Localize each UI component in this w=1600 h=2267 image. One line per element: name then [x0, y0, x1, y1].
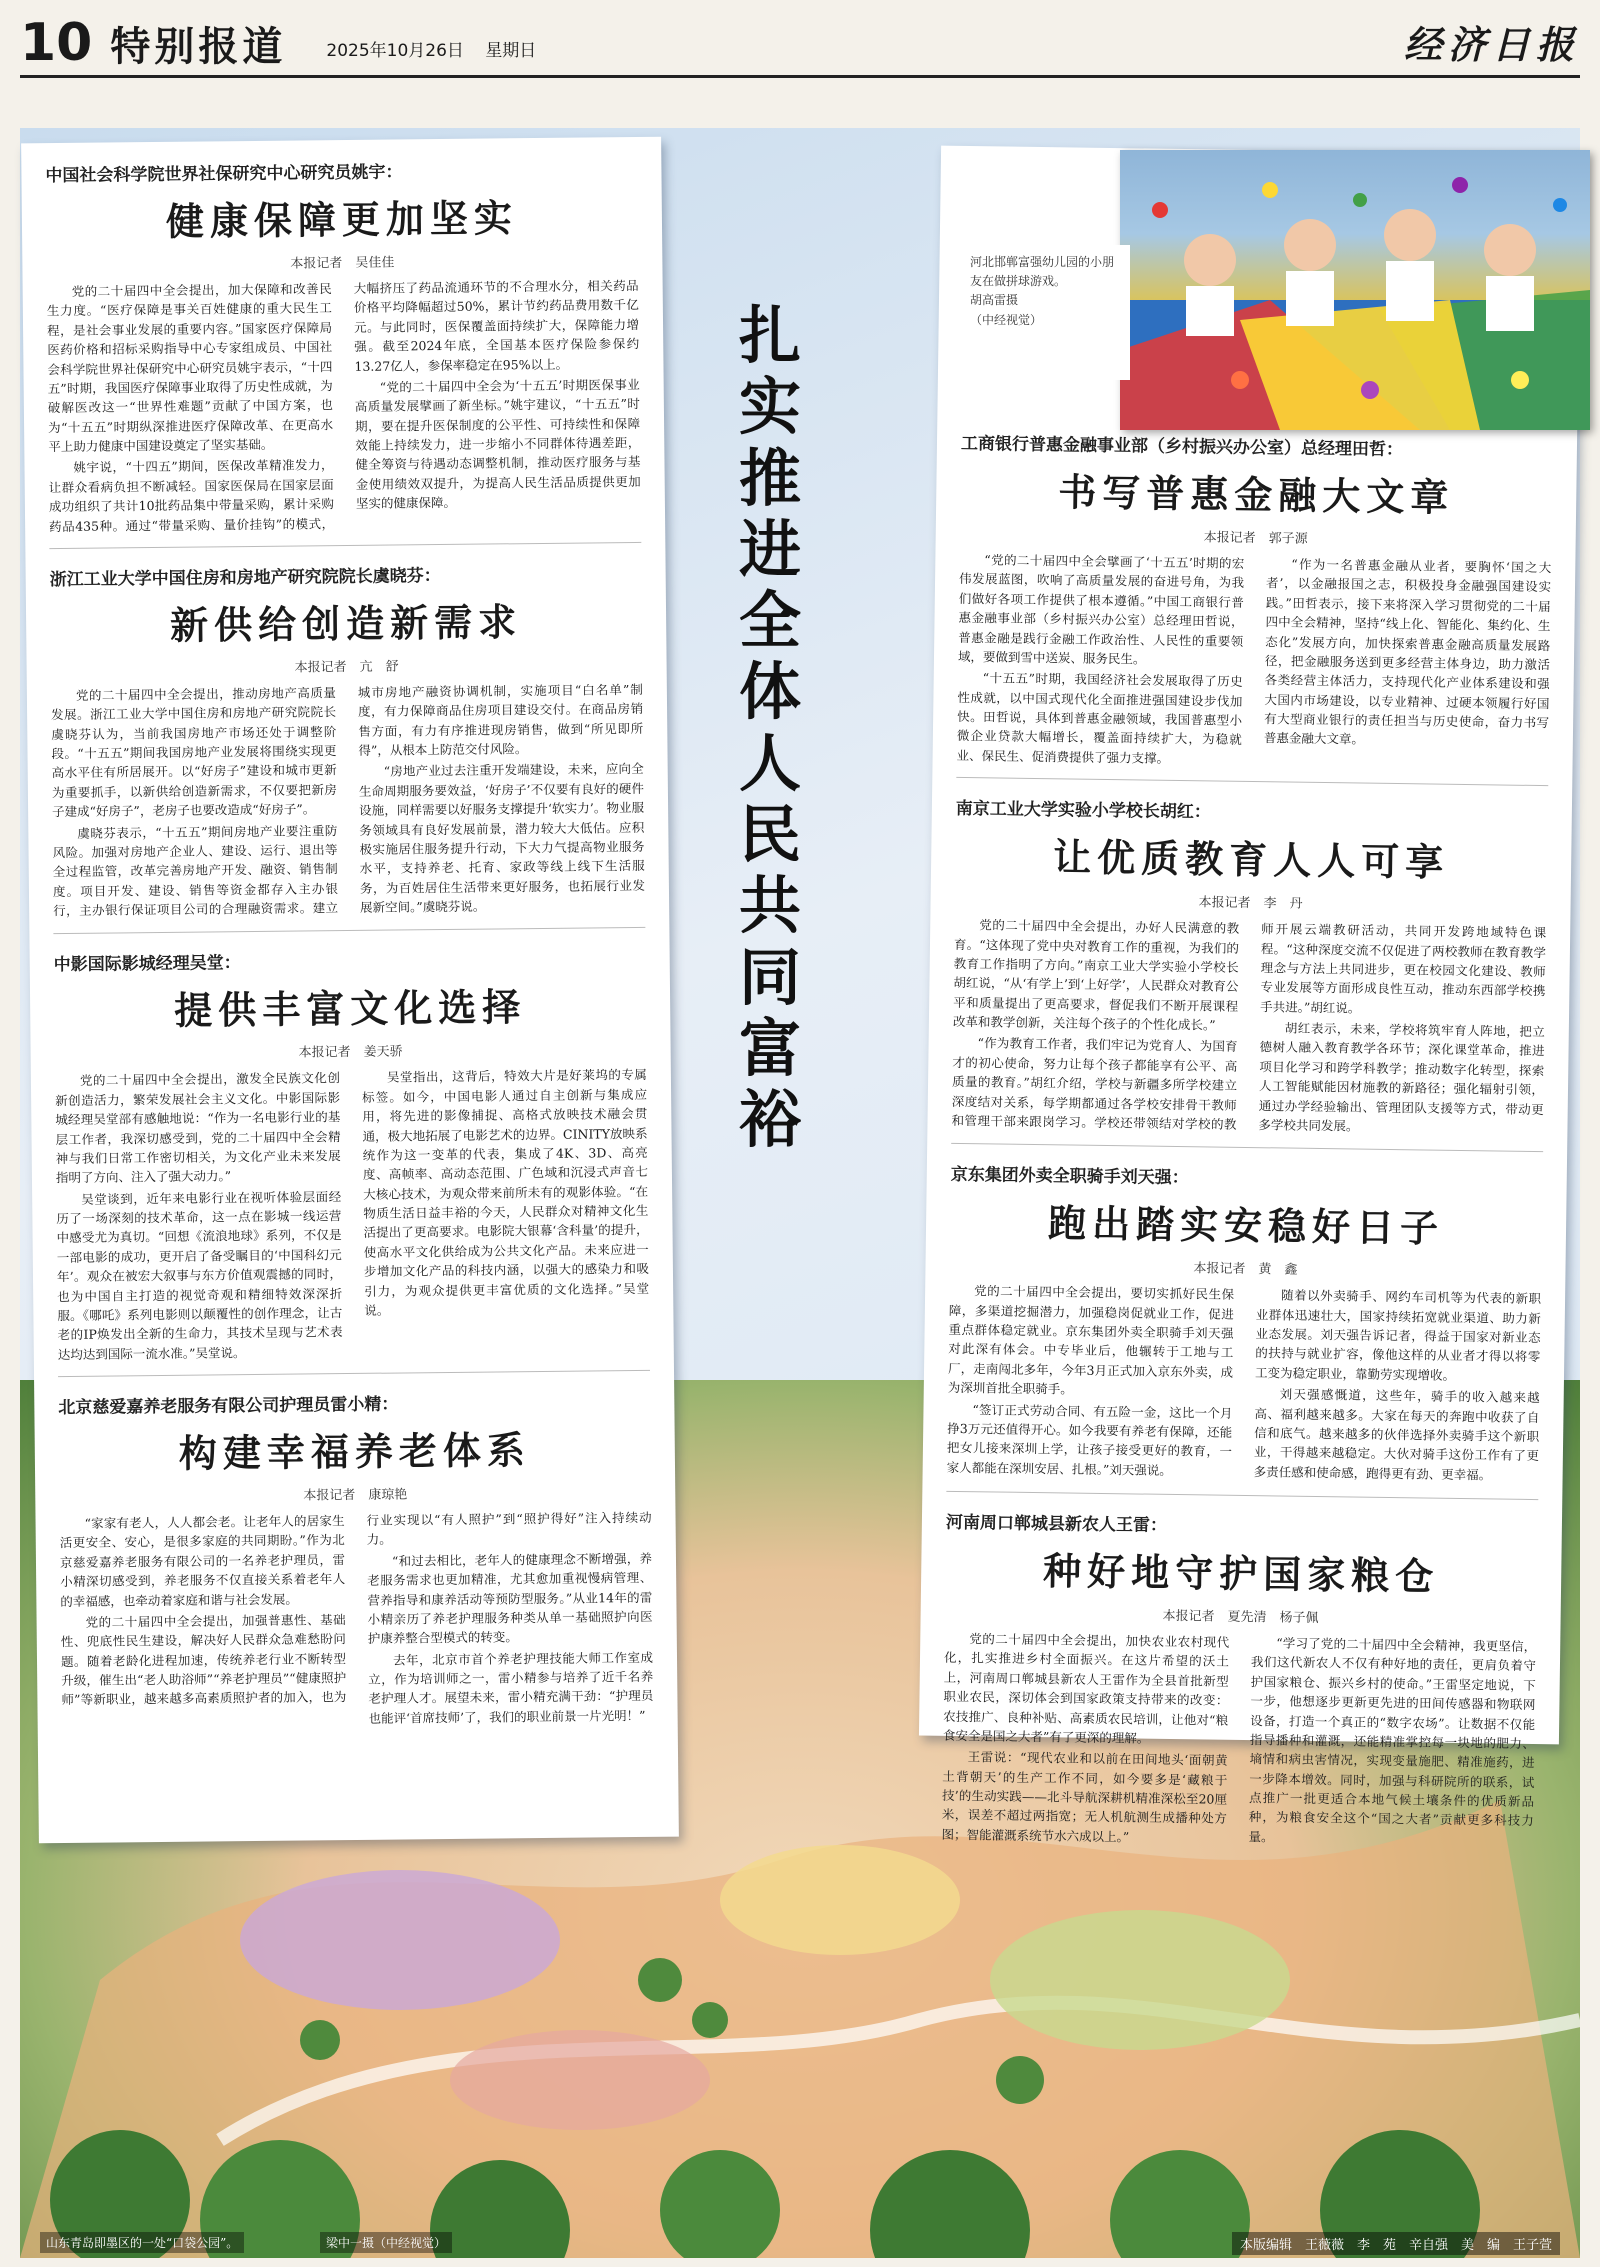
- paragraph: “党的二十届四中全会擘画了‘十五五’时期的宏伟发展蓝图，吹响了高质量发展的奋进号角，为我们做好各项工作提供了根本遵循。”中国工商银行普惠金融事业部（乡村振兴办公室）总经理田哲说，普惠金融是践行金融工作政治性、人民性的重要领域，要做到雪中送炭、服务民生。: [957, 552, 1245, 667]
- paragraph: 党的二十届四中全会提出，加快农业农村现代化，扎实推进乡村全面振兴。在这片希望的沃土上，河南周口郸城县新农人王雷作为全县首批新型职业农民，深切体会到国家政策支持带来的改变：农技推广、良种补贴、高素质农民培训，让他对“粮食安全是国之大者”有了更深的理解。: [942, 1631, 1230, 1746]
- article-byline: 本报记者 吴佳佳: [290, 255, 395, 272]
- paragraph: 吴堂指出，这背后，特效大片是好莱坞的专属标签。如今，中国电影人通过自主创新与集成应用，将先进的影像捕捉、高格式放映技术融会贯通，极大地拓展了电影艺术的边界。CINITY放映系统作为这一变革的代表，集成了4K、3D、高亮度、高帧率、高动态范围、广色域和沉浸式声音七大核心技术，为观众带来前所未有的观影体验。“在物质生活日益丰裕的今天，人民群众对精神文化生活提出了更高要求。电影院大银幕‘含科量’的提升，使高水平文化供给成为公共文化产品。未来应进一步增加文化产品的科技内涵，以强大的感染力和吸引力，为观众提供更丰富优质的文化选择。”吴堂说。: [362, 1067, 650, 1318]
- paragraph: 吴堂谈到，近年来电影行业在视听体验层面经历了一场深刻的技术革命，这一点在影城一线运营中感受尤为真切。“回想《流浪地球》系列，不仅是一部电影的成功，更开启了备受瞩目的‘中国科幻元年’。观众在被宏大叙事与东方价值观震撼的同时，也为中国自主打造的视觉奇观和精细特效深深折服。《哪吒》系列电影则以颠覆性的创作理念，让古老的IP焕发出全新的生命力，其技术呈现与艺术表达均达到国际一流水准。”吴堂说。: [56, 1188, 343, 1362]
- date-line: [326, 36, 552, 69]
- paragraph: 姚宇说，“十四五”期间，医保改革精准发力，让群众看病负担不断减轻。国家医保局在国家层面成功组织了共计10批药品集中带量采购，累计采购药品435种。通过“带量采购、量价挂钩”的模式，大幅挤压了药品流通环节的不合理水分，相关药品价格平均降幅超过50%，累计节约药品费用数千亿元。与此同时，医保覆盖面持续扩大，保障能力增强。截至2024年底，全国基本医疗保险参保约13.27亿人，参保率稳定在95%以上。: [48, 277, 640, 534]
- article-byline: 本报记者 亢 舒: [294, 659, 399, 676]
- paragraph: “学习了党的二十届四中全会精神，我更坚信，我们这代新农人不仅有种好地的责任，更肩负着守护国家粮仓、振兴乡村的使命。”王雷坚定地说，下一步，他想逐步更新更先进的田间传感器和物联网设备，打造一个真正的“数字农场”。让数据不仅能指导播种和灌溉，还能精准掌控每一块地的肥力、墒情和病虫害情况，实现变量施肥、精准施药，进一步降本增效。同时，加强与科研院所的联系，试点推广一批更适合本地气候土壤条件的优质新品种，为粮食安全这个“国之大者”贡献更多科技力量。: [1248, 1635, 1537, 1845]
- article-body: [941, 1629, 1536, 1853]
- feature-title-char: 进: [738, 512, 801, 586]
- article-byline: 本报记者 夏先清 杨子佩: [1162, 1608, 1319, 1627]
- article-byline: 本报记者 郭子源: [1203, 530, 1308, 547]
- feature-title-char: 同: [738, 940, 801, 1014]
- kindergarten-photo: [1120, 150, 1590, 430]
- paragraph: 党的二十届四中全会提出，加大保障和改善民生力度。“医疗保障是事关百姓健康的重大民生工程，是社会事业发展的重要内容。”国家医疗保障局医药价格和招标采购指导中心专家组成员、中国社会科学院世界社保研究中心研究员姚宇表示，“十四五”时期，我国医疗保障事业取得了历史性成就，为破解医改这一“世界性难题”贡献了中国方案，也为“十五五”时期纵深推进医疗保障改革、在更高水平上助力健康中国建设奠定了坚实基础。: [46, 281, 334, 455]
- newspaper-logo: 经济日报: [1403, 22, 1580, 67]
- article-body: [51, 680, 645, 922]
- paragraph: “作为教育工作者，我们牢记为党育人、为国育才的初心使命，努力让每个孩子都能享有公平、高质量的教育。”胡红介绍，学校与新疆多所学校建立深度结对关系，每学期都通过各学校安排骨干教师和管理干部来跟岗学习。学校还带领结对学校的教师开展云端教研活动，共同开发跨地域特色课程。“这种深度交流不仅促进了两校教师在教育教学理念与方法上共同进步，更在校园文化建设、教师专业发展等方面形成良性互动，推动东西部学校携手共进。”胡红说。: [951, 921, 1547, 1132]
- feature-title-char: 全: [738, 584, 801, 658]
- paragraph: “作为一名普惠金融从业者，要胸怀‘国之大者’，以金融报国之志，积极投身金融强国建设实践。”田哲表示，接下来将深入学习贯彻党的二十届四中全会精神，坚持“线上化、智能化、集约化、生态化”发展方向，加快探索普惠金融高质量发展路径，把金融服务送到更多经营主体身边，助力激活各类经营主体活力，支持现代化产业体系建设和强大国内市场建设，以专业精神、过硬本领履行好国有大型商业银行的责任担当与历史使命，奋力书写普惠金融大文章。: [1263, 556, 1552, 747]
- paragraph: 党的二十届四中全会提出，激发全民族文化创新创造活力，繁荣发展社会主义文化。中影国际影城经理吴堂部有感触地说：“作为一名电影行业的基层工作者，我深切感受到，党的二十届四中全会精神与我们日常工作密切相关，为文化产业未来发展指明了方向、注入了强大动力。”: [55, 1070, 341, 1186]
- article-body: [59, 1508, 653, 1731]
- park-photo-credit: 梁中一摄（中经视觉）: [320, 2232, 452, 2253]
- editor-credits: 本版编辑 王薇薇 李 苑 辛自强 美 编 王子萱: [1232, 2232, 1560, 2255]
- article-byline: 本报记者 康琼艳: [303, 1487, 408, 1504]
- article-headline: 跑出踏实安稳好日子: [1047, 1200, 1445, 1251]
- paragraph: “十五五”时期，我国经济社会发展取得了历史性成就，以中国式现代化全面推进强国建设步伐加快。田哲说，具体到普惠金融领域，我国普惠型小微企业贷款大幅增长，覆盖面持续扩大，为稳就业、保民生、促消费提供了强力支撑。: [956, 670, 1243, 766]
- kindergarten-photo-caption: [960, 245, 1130, 380]
- feature-title-char: 民: [738, 798, 801, 872]
- section-name: 特别报道: [110, 24, 287, 70]
- paragraph: “和过去相比，老年人的健康理念不断增强，养老服务需求也更加精准，尤其愈加重视慢病管理、营养指导和康养活动等预防型服务。”从业14年的雷小精亲历了养老护理服务种类从单一基础照护向医护康养整合型模式的转变。: [367, 1550, 653, 1647]
- article-headline: 让优质教育人人可享: [1052, 834, 1450, 885]
- paragraph: 党的二十届四中全会提出，办好人民满意的教育。“这体现了党中央对教育工作的重视，为我们的教育工作指明了方向。”南京工业大学实验小学校长胡红说，“从‘有学上’到‘上好学’，人民群众对教育公平和质量提出了更高要求，督促我们不断开展课程改革和教学创新，关注每个孩子的个性化成长。”: [952, 917, 1240, 1033]
- article-kicker: 中影国际影城经理吴堂：: [53, 953, 241, 976]
- article-health: [45, 155, 641, 549]
- article-body: [55, 1065, 650, 1364]
- article-housing: [50, 559, 646, 935]
- article-headline: 健康保障更加坚实: [165, 195, 519, 244]
- article-kicker: 北京慈爱嘉养老服务有限公司护理员雷小精：: [58, 1394, 399, 1419]
- paragraph: 胡红表示，未来，学校将筑牢育人阵地，把立德树人融入教育教学各环节；深化课堂革命，推进项目化学习和跨学科教学；推动数字化转型，探索人工智能赋能因材施教的新路径；强化辐射引领，通过办学经验输出、管理团队支援等方式，带动更多学校共同发展。: [1258, 1020, 1545, 1134]
- feature-title-char: 扎: [738, 299, 801, 372]
- paragraph: 王雷说：“现代农业和以前在田间地头‘面朝黄土背朝天’的生产工作不同，如今要多是‘藏粮于技’的生动实践——北斗导航深耕机精准深松至20厘米，误差不超过两指宽；无人机航测生成播种处方图；智能灌溉系统节水六成以上。”: [941, 1749, 1228, 1845]
- article-body: [956, 550, 1551, 773]
- article-kicker: 南京工业大学实验小学校长胡红：: [955, 799, 1211, 823]
- left-article-sheet: [21, 137, 679, 1844]
- article-headline: 构建幸福养老体系: [178, 1427, 532, 1476]
- article-kicker: 河南周口郸城县新农人王雷：: [945, 1512, 1168, 1536]
- article-byline: 本报记者 李 丹: [1198, 895, 1303, 912]
- caption-line: 胡高雷摄: [970, 293, 1019, 308]
- paragraph: 刘天强感慨道，这些年，骑手的收入越来越高、福利越来越多。大家在每天的奔跑中收获了自信和底气。越来越多的伙伴选择外卖骑手这个新职业，干得越来越稳定。大伙对骑手这份工作有了更多责任感和使命感，跑得更有劲、更幸福。: [1253, 1386, 1540, 1483]
- paragraph: 虞晓芬表示，“十五五”期间房地产业要注重防风险。加强对房地产企业人、建设、运行、退出等全过程监管，改革完善房地产开发、融资、销售制度。项目开发、建设、销售等资金都存入主办银行，主办银行保证项目公司的合理融资需求。建立城市房地产融资协调机制，实施项目“白名单”制度，有力保障商品住房项目建设交付。在商品房销售方面，有力有序推进现房销售，做到“所见即所得”，从根本上防范交付风险。: [52, 681, 644, 919]
- article-byline: 本报记者 黄 鑫: [1193, 1261, 1298, 1278]
- article-kicker: 浙江工业大学中国住房和房地产研究院院长虞晓芬：: [49, 565, 441, 590]
- paragraph: “家家有老人，人人都会老。让老年人的居家生活更安全、安心，是很多家庭的共同期盼。”作为北京慈爱嘉养老服务有限公司的一名养老护理员，雷小精深切感受到，养老服务不仅直接关系着老年人的幸福感，也牵动着家庭和谐与社会发展。: [59, 1513, 346, 1609]
- article-headline: 新供给创造新需求: [169, 599, 523, 648]
- issue-date: 2025年10月26日: [326, 41, 464, 61]
- article-byline: 本报记者 姜天骄: [298, 1044, 403, 1061]
- masthead: [20, 13, 1580, 78]
- park-photo-caption: 山东青岛即墨区的一处“口袋公园”。: [40, 2232, 244, 2253]
- feature-title-char: 体: [738, 655, 801, 729]
- feature-title-vertical: [715, 300, 825, 1156]
- feature-title-char: 共: [738, 869, 801, 943]
- paragraph: 党的二十届四中全会提出，加强普惠性、基础性、兜底性民生建设，解决好人民群众急难愁盼问题。随着老龄化进程加速，传统养老行业不断转型升级，催生出“老人助浴师”“养老护理员”“健康照护师”等新职业，越来越多高素质照护者的加入，也为行业实现以“有人照护”到“照护得好”注入持续动力。: [60, 1509, 652, 1708]
- article-culture: [54, 944, 650, 1377]
- caption-line: （中经视觉）: [970, 312, 1043, 327]
- feature-title-char: 推: [738, 441, 801, 515]
- article-finance: [956, 429, 1553, 786]
- article-body: [947, 1281, 1542, 1487]
- feature-title-char: 实: [738, 370, 801, 444]
- article-kicker: 工商银行普惠金融事业部（乡村振兴办公室）总经理田哲：: [960, 433, 1404, 461]
- paragraph: “房地产业过去注重开发端建设，未来，应向全生命周期服务要效益，‘好房子’不仅要有良好的硬件设施，同样需要以好服务支撑提升‘软实力’。物业服务领域具有良好发展前景，潜力较大大低估。应积极实施居住服务提升行动，下大力气提高物业服务水平，支持养老、托育、家政等线上线下生活服务，为百姓居住生活带来更好服务，也拓展行业发展新空间。”虞晓芬说。: [358, 761, 645, 915]
- article-education: [951, 794, 1548, 1152]
- paragraph: 去年，北京市首个养老护理技能大师工作室成立，作为培训师之一，雷小精参与培养了近千名养老护理人才。展望未来，雷小精充满干劲：“护理员也能评‘首席技师’了，我们的职业前景一片光明！”: [368, 1649, 654, 1726]
- paragraph: 党的二十届四中全会提出，要切实抓好民生保障，多渠道挖掘潜力，加强稳岗促就业工作，促进重点群体稳定就业。京东集团外卖全职骑手刘天强对此深有体会。中专毕业后，他辗转于工地与工厂，走南闯北多年，今年3月正式加入京东外卖，成为深圳首批全职骑手。: [947, 1283, 1235, 1397]
- paragraph: “签订正式劳动合同、有五险一金，这比一个月挣3万元还值得开心。如今我要有养老有保障，还能把女儿接来深圳上学，让孩子接受更好的教育，一家人都能在深圳安居、扎根。”刘天强说。: [946, 1401, 1233, 1478]
- feature-title-char: 裕: [738, 1083, 801, 1157]
- article-headline: 提供丰富文化选择: [173, 984, 527, 1034]
- issue-weekday: 星期日: [485, 41, 537, 61]
- page-number: 10: [20, 13, 93, 73]
- article-kicker: 中国社会科学院世界社保研究中心研究员姚宇：: [45, 162, 403, 187]
- caption-line: 河北邯郸富强幼儿园的小朋友在做拼球游戏。: [970, 255, 1115, 289]
- article-rider: [946, 1160, 1543, 1500]
- article-eldercare: [58, 1387, 654, 1743]
- paragraph: “党的二十届四中全会为‘十五五’时期医保事业高质量发展擘画了新坐标。”姚宇建议，“十五五”时期，要在提升医保制度的公平性、可持续性和保障效能上持续发力，进一步缩小不同群体待遇差距，健全筹资与待遇动态调整机制，推动医疗服务与基金使用绩效双提升，为提高人民生活品质提供更加坚实的健康保障。: [354, 376, 641, 512]
- article-farmer: [941, 1508, 1538, 1865]
- feature-title-char: 富: [738, 1011, 801, 1085]
- article-body: [47, 276, 642, 536]
- feature-title-char: 人: [738, 726, 801, 800]
- paragraph: 随着以外卖骑手、网约车司机等为代表的新职业群体迅速壮大，国家持续拓宽就业渠道、助力新业态发展。刘天强告诉记者，得益于国家对新业态的扶持与就业扩容，像他这样的从业者才得以将零工变为稳定职业，靠勤劳实现增收。: [1254, 1287, 1542, 1383]
- article-body: [951, 915, 1546, 1139]
- article-kicker: 京东集团外卖全职骑手刘天强：: [950, 1165, 1189, 1189]
- article-headline: 书写普惠金融大文章: [1057, 469, 1455, 520]
- paragraph: 党的二十届四中全会提出，推动房地产高质量发展。浙江工业大学中国住房和房地产研究院院长虞晓芬认为，当前我国房地产市场还处于调整阶段。“十五五”期间我国房地产业发展将围绕实现更高水平住有所居展开。以“好房子”建设和城市更新为重要抓手，以新供给创造新需求，不仅要把新房子建成“好房子”，老房子也要改造成“好房子”。: [51, 685, 337, 820]
- article-headline: 种好地守护国家粮仓: [1042, 1548, 1440, 1599]
